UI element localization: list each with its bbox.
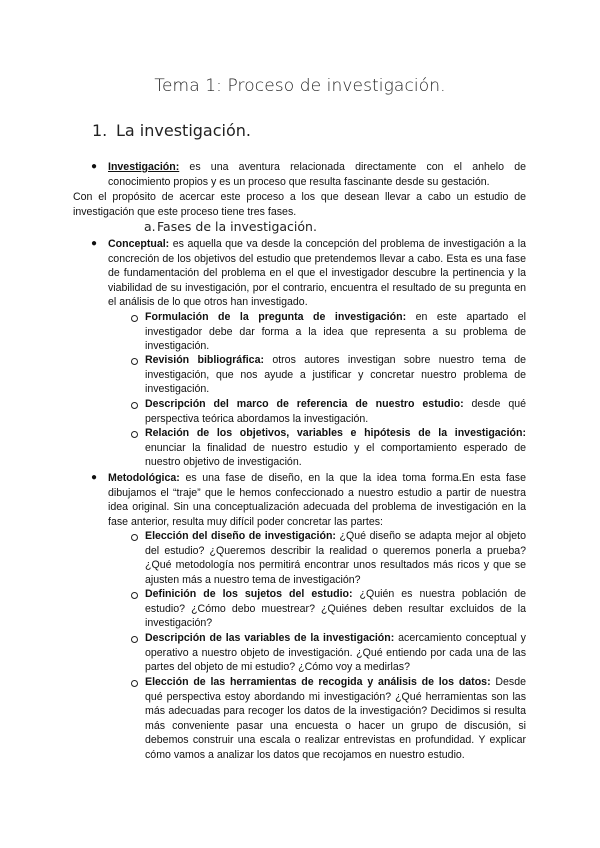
item-text: otros autores investigan sobre nuestro tema de investigación, que nos ayude a justificar y concretar nuestro problema de investigación. [145,354,527,396]
circle-bullet-icon [131,358,138,365]
item-term: Descripción del marco de referencia de nuestro estudio: [145,398,464,410]
item-term: Revisión bibliográfica: [145,354,264,366]
item-text: desde qué perspectiva teórica abordamos la investigación. [145,398,526,425]
item-term: Elección de las herramientas de recogida y análisis de los datos: [145,676,491,688]
section-number: 1. [92,121,108,140]
subsection-title: Fases de la investigación. [157,219,317,234]
conceptual-term: Conceptual: [108,238,170,250]
conceptual-item [145,310,526,354]
metodologica-term: Metodológica: [108,472,180,484]
item-text: enunciar la finalidad de nuestro estudio y el comportamiento esperado de nuestro objetivo de investigación. [145,441,526,469]
conceptual-item [145,397,526,426]
metodologica-item [145,631,526,675]
metodologica-item [145,529,526,587]
intro-paragraph: Con el propósito de acercar este proceso a los que desean llevar a cabo un estudio de investigación que este proceso tiene tres fases. [73,191,526,218]
circle-bullet-icon [131,402,138,409]
section-title: La investigación. [116,121,251,140]
item-text: ¿Quién es nuestra población de estudio? ¿Cómo debo muestrear? ¿Quiénes deben resultar excluidos de la investigación? [145,588,526,630]
subsection-heading [144,219,317,234]
item-term: Formulación de la pregunta de investigación: [145,311,407,323]
metodologica-item [145,587,526,631]
conceptual-item [145,426,526,470]
bullet-icon: ● [91,161,98,172]
conceptual-text: es aquella que va desde la concepción del problema de investigación a la concreción de los objetivos del estudio que pretendemos llevar a cabo. Esta es una fase de fundamentación del problema en el que el investigador descubre la pertinencia y la viabilidad de su investigación, por el contrario, encuentra el resultado de su pregunta en el análisis de lo que otros han investigado. [108,238,526,309]
circle-bullet-icon [131,636,138,643]
metodologica-text: es una fase de diseño, en la que la idea toma forma.En esta fase dibujamos el “traje” que le hemos confeccionado a nuestro estudio a partir de nuestra idea original. Sin una conceptualización adecuada del problema de investigación en la fase anterior, resulta muy difícil poder concretar las partes: [108,472,526,528]
circle-bullet-icon [131,315,138,322]
metodologica-paragraph [108,471,526,529]
circle-bullet-icon [131,592,138,599]
item-text: acercamiento conceptual y operativo a nuestro objeto de investigación. ¿Qué entiendo por cada una de las partes del objeto de mi estudio? ¿Cómo voy a medirlas? [145,632,526,674]
bullet-icon: ● [91,238,98,249]
circle-bullet-icon [131,431,138,438]
item-term: Relación de los objetivos, variables e hipótesis de la investigación: [145,427,526,439]
item-text: ¿Qué diseño se adapta mejor al objeto del estudio? ¿Queremos describir la realidad o queremos ponerla a prueba? ¿Qué metodología nos permitirá encontrar unos resultados más ricos y que se ajusten más a nuestro tema de investigación? [145,530,526,586]
section-heading [92,121,251,140]
investigacion-text: es una aventura relacionada directamente con el anhelo de conocimiento propios y es un proceso que resulta fascinante desde su gestación. [108,161,526,188]
circle-bullet-icon [131,534,138,541]
circle-bullet-icon [131,680,138,687]
page-title: Tema 1: Proceso de investigación. [154,76,446,96]
item-term: Definición de los sujetos del estudio: [145,588,353,600]
item-text: en este apartado el investigador debe dar forma a la idea que representa a su problema de investigación. [145,311,526,353]
investigacion-term: Investigación: [108,161,180,173]
metodologica-item [145,675,526,763]
item-term: Elección del diseño de investigación: [145,530,336,542]
item-term: Descripción de las variables de la investigación: [145,632,395,644]
item-text: Desde qué perspectiva estoy abordando mi investigación? ¿Qué herramientas son las más adecuadas para recoger los datos de la investigación? Decidimos si resulta más conveniente pasar una encuesta o hacer un grupo de discusión, si debemos construir una escala o realizar entrevistas en profundidad. Y explicar cómo vamos a analizar los datos que recojamos en nuestro estudio. [145,676,526,761]
investigacion-paragraph [108,160,526,189]
conceptual-item [145,353,526,397]
bullet-icon: ● [91,472,98,483]
subsection-letter: a. [144,219,156,234]
conceptual-paragraph [108,237,526,310]
